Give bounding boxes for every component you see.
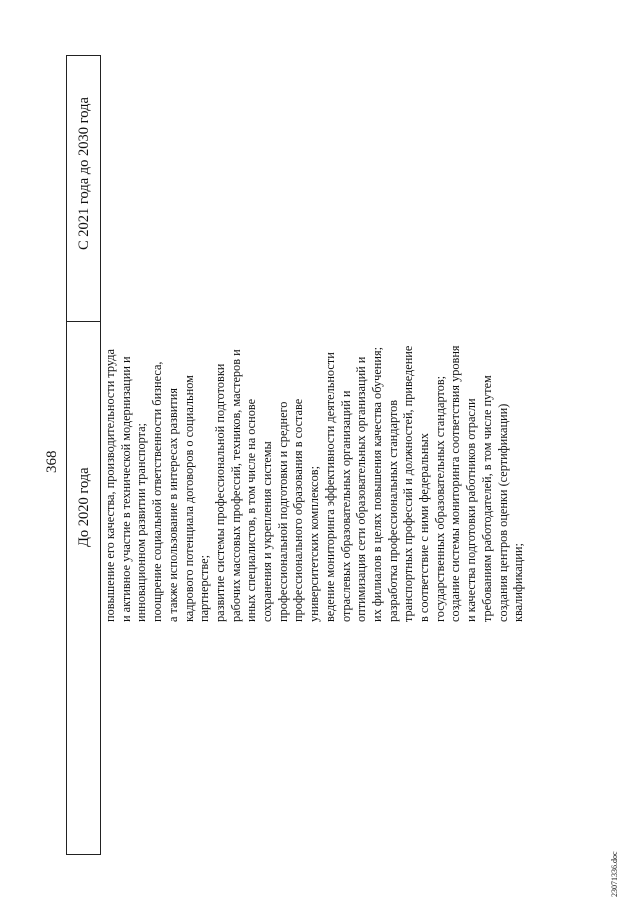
text-line: а также использование в интересах развития xyxy=(165,388,180,622)
text-line: в соответствие с ними федеральных xyxy=(417,433,432,622)
text-line: инновационном развитии транспорта; xyxy=(134,423,149,622)
text-line: отраслевых образовательных организаций и xyxy=(338,390,353,622)
text-line: кадрового потенциала договоров о социальном xyxy=(181,375,196,622)
column-header-2021-2030: С 2021 года до 2030 года xyxy=(76,97,92,250)
column-until-2020-text xyxy=(103,322,527,622)
page-number: 368 xyxy=(44,450,60,473)
text-line: и активное участие в технической модернизации и xyxy=(118,356,133,622)
text-line: поощрение социальной ответственности бизнеса, xyxy=(150,361,165,622)
table xyxy=(66,55,626,855)
text-line: рабочих массовых профессий, техников, мастеров и xyxy=(228,349,243,622)
text-line: оптимизация сети образовательных организаций и xyxy=(354,356,369,622)
text-line: государственных образовательных стандартов; xyxy=(432,375,447,622)
column-header-until-2020: До 2020 года xyxy=(76,467,92,547)
text-line: партнерстве; xyxy=(197,554,212,622)
text-line: профессионального образования в составе xyxy=(291,398,306,622)
text-line: университетских комплексов; xyxy=(307,466,322,622)
text-line: их филиалов в целях повышения качества обучения; xyxy=(369,346,384,622)
text-line: повышение его качества, производительности труда xyxy=(103,349,117,622)
table-right-border xyxy=(66,55,100,56)
text-line: создание системы мониторинга соответствия уровня xyxy=(448,345,463,622)
document-code: 23071336.doc xyxy=(610,851,619,897)
text-line: создания центров оценки (сертификации) xyxy=(495,403,510,622)
text-line: развитие системы профессиональной подготовки xyxy=(212,363,227,622)
table-left-border xyxy=(66,854,100,855)
text-line: транспортных профессий и должностей, приведение xyxy=(401,345,416,622)
table-top-rule xyxy=(66,55,67,855)
text-line: сохранения и укрепления системы xyxy=(260,441,275,622)
text-line: и качества подготовки работников отрасли xyxy=(464,398,479,622)
text-line: ведение мониторинга эффективности деятельности xyxy=(322,352,337,622)
table-header-rule xyxy=(100,55,101,855)
table-column-divider xyxy=(66,321,100,322)
text-line: разработка профессиональных стандартов xyxy=(385,399,400,622)
text-line: иных специалистов, в том числе на основе xyxy=(244,398,259,622)
text-line: квалификации; xyxy=(511,543,526,622)
text-line: профессиональной подготовки и среднего xyxy=(275,401,290,622)
text-line: требованиям работодателей, в том числе путем xyxy=(479,375,494,622)
